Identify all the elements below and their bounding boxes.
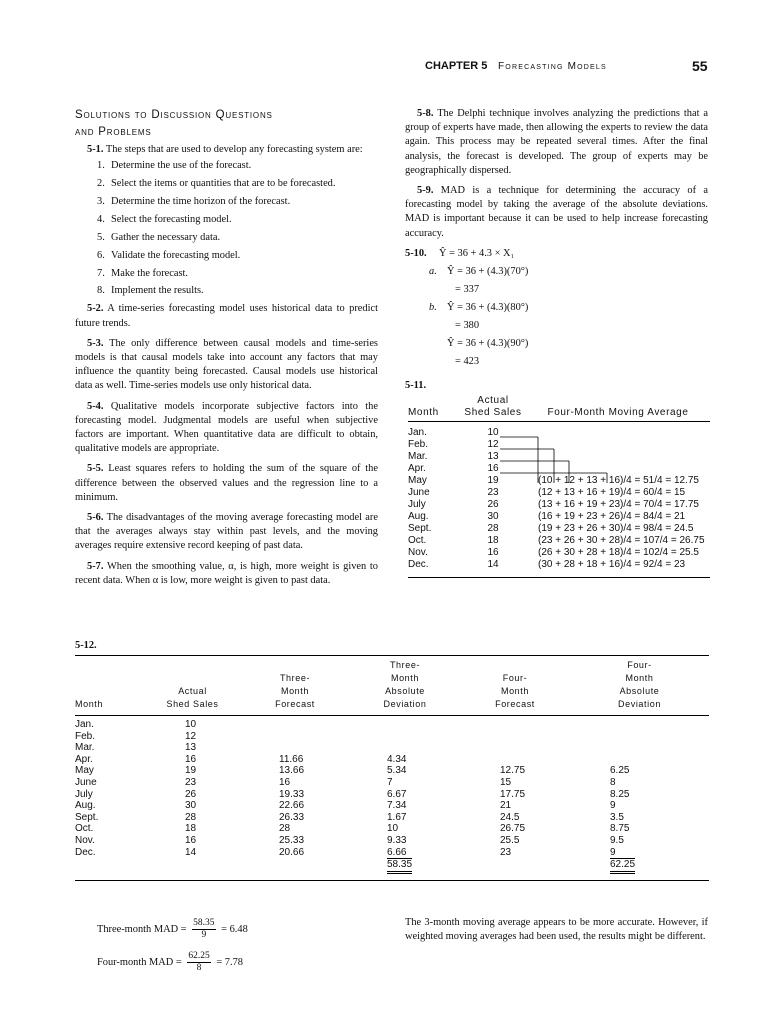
- fraction: $\frac{62.25}{8}$: [188, 951, 210, 973]
- list-item: 5. Gather the necessary data.: [97, 231, 221, 243]
- answer-number: 5-1.: [87, 144, 104, 155]
- three-month-deviation-cell: 5.34: [387, 765, 407, 777]
- month-cell: July: [75, 788, 93, 800]
- four-month-forecast-cell: 17.75: [500, 788, 526, 800]
- list-item: 2. Select the items or quantities that are to be forecasted.: [97, 178, 336, 190]
- list-item: 6. Validate the forecasting model.: [97, 249, 241, 261]
- table-row: [408, 535, 710, 547]
- answer-number: 5-9.: [417, 185, 434, 197]
- answer-number: 5-2.: [87, 303, 104, 315]
- month-cell: May: [75, 765, 94, 777]
- four-month-deviation-cell: 6.25: [610, 765, 630, 777]
- month-cell: Oct.: [408, 535, 427, 546]
- month-cell: June: [408, 487, 430, 498]
- moving-average-cell: [526, 463, 710, 475]
- month-cell: Aug.: [408, 511, 429, 522]
- sales-cell: 28: [185, 811, 197, 823]
- table-row: [75, 731, 709, 743]
- table-row: [408, 559, 710, 578]
- answer-text: A time-series forecasting model uses historical data to predict future trends.: [75, 303, 378, 329]
- month-cell: Nov.: [75, 834, 95, 846]
- four-month-forecast-cell: 21: [500, 800, 512, 812]
- month-cell: Apr.: [408, 463, 426, 474]
- four-month-forecast-cell: 23: [500, 846, 512, 858]
- answer-number: 5-8.: [417, 108, 434, 119]
- section-heading-line1: Solutions to Discussion Questions: [75, 109, 273, 121]
- answer-5-6: [75, 511, 378, 554]
- sales-cell: 14: [185, 846, 197, 858]
- three-month-forecast-cell: 13.66: [279, 765, 305, 777]
- col-header-moving-average: Four-Month Moving Average: [526, 407, 710, 422]
- month-cell: Oct.: [75, 823, 94, 835]
- col-header-month: Month: [408, 407, 460, 422]
- header-d4-line3: Absolute: [619, 686, 660, 696]
- header-f4-line2: Month: [500, 686, 529, 696]
- header-d3-line4: Deviation: [350, 698, 460, 716]
- month-cell: Sept.: [408, 523, 432, 534]
- total-three-month-deviation: 58.35: [387, 858, 412, 874]
- answer-text: MAD is a technique for determining the accuracy of a forecasting model by taking the average of the absolute deviations. MAD is important because it can be used to help increase forecasting accuracy.: [405, 185, 708, 239]
- answer-text: The steps that are used to develop any forecasting system are:: [105, 144, 363, 155]
- three-month-forecast-cell: 19.33: [279, 788, 305, 800]
- three-month-deviation-cell: [350, 731, 460, 743]
- chapter-title: Forecasting Models: [498, 61, 607, 72]
- four-month-deviation-cell: 9: [610, 846, 616, 858]
- three-month-deviation-cell: 6.66: [387, 846, 407, 858]
- sales-cell: 12: [487, 439, 499, 450]
- header-actual-line1: Actual: [178, 686, 207, 696]
- list-item: 8. Implement the results.: [97, 285, 204, 297]
- header-d4-line2: Month: [625, 673, 654, 683]
- three-month-forecast-cell: 25.33: [279, 834, 305, 846]
- header-f3-line2: Month: [280, 686, 309, 696]
- month-cell: Apr.: [75, 753, 93, 765]
- table-row: [408, 475, 710, 487]
- answer-text: The disadvantages of the moving average forecasting model are that the averages always stay within past levels, and the moving averages require extensive record keeping of past data.: [75, 511, 378, 552]
- month-cell: Dec.: [408, 559, 460, 578]
- month-cell: May: [408, 475, 427, 486]
- sales-cell: 23: [185, 776, 197, 788]
- table-row: [408, 463, 710, 475]
- sales-cell: 16: [487, 547, 499, 558]
- header-d4-line4: Deviation: [570, 698, 709, 716]
- answer-number: 5-6.: [87, 511, 104, 523]
- month-cell: June: [75, 776, 97, 788]
- table-row: [408, 511, 710, 523]
- table-row: [408, 451, 710, 463]
- sales-cell: 10: [185, 719, 197, 730]
- table-row: [75, 777, 709, 789]
- answer-text: The only difference between causal models and time-series models is that causal models take into account any factors that may influence the quantity being forecasted. Causal models use historical data as well. Time-series models use only historical data.: [75, 337, 378, 392]
- header-f3-line3: Forecast: [240, 698, 350, 716]
- four-month-forecast-cell: 25.5: [500, 834, 520, 846]
- four-month-deviation-cell: 8: [610, 776, 616, 788]
- three-month-forecast-cell: 26.33: [279, 811, 305, 823]
- sales-cell: 30: [185, 800, 197, 812]
- four-month-deviation-cell: [570, 742, 709, 754]
- three-month-forecast-cell: 28: [279, 823, 291, 835]
- left-column: [75, 107, 378, 594]
- answer-text: When the smoothing value, α, is high, more weight is given to recent data. When α is low, more weight is given to past data.: [75, 560, 378, 586]
- label-5-11: 5-11.: [405, 379, 427, 391]
- answer-5-5: [75, 462, 378, 505]
- three-month-deviation-cell: [350, 716, 460, 731]
- month-cell: Feb.: [75, 730, 96, 742]
- moving-average-cell: (30 + 28 + 18 + 16)/4 = 92/4 = 23: [526, 559, 710, 578]
- sales-cell: 18: [487, 535, 499, 546]
- header-month: Month: [75, 698, 145, 716]
- month-cell: Feb.: [408, 439, 429, 450]
- list-item: 4. Select the forecasting model.: [97, 213, 232, 225]
- equation-b: b. Ŷ = 36 + (4.3)(80°): [429, 301, 529, 313]
- page-number: 55: [692, 58, 708, 74]
- equation-5-10: [405, 247, 708, 265]
- header-actual-line2: Shed Sales: [145, 698, 240, 716]
- sales-cell: 19: [185, 765, 197, 777]
- month-cell: Mar.: [75, 742, 95, 754]
- equation-a-result: = 337: [455, 283, 480, 295]
- three-month-forecast-cell: 16: [279, 776, 291, 788]
- three-month-deviation-cell: 9.33: [387, 834, 407, 846]
- equation-c: Ŷ = 36 + (4.3)(90°): [447, 337, 529, 349]
- equation-c-result: = 423: [455, 355, 480, 367]
- col-header-actual: Actual: [477, 395, 509, 406]
- label-5-12: 5-12.: [75, 640, 97, 651]
- list-item: 7. Make the forecast.: [97, 267, 189, 279]
- three-month-forecast-cell: 20.66: [279, 846, 305, 858]
- answer-5-2: [75, 302, 378, 330]
- four-month-deviation-cell: 8.25: [610, 788, 630, 800]
- col-header-shed-sales: Shed Sales: [460, 407, 526, 422]
- table-row: [408, 422, 710, 440]
- moving-average-cell: (26 + 30 + 28 + 18)/4 = 102/4 = 25.5: [538, 547, 699, 558]
- regression-equation: Ŷ = 36 + 4.3 × X₁: [439, 247, 515, 259]
- sales-cell: 18: [185, 823, 197, 835]
- answer-number: 5-10.: [405, 247, 427, 259]
- forecast-comparison-table: [75, 655, 709, 881]
- table-row: [75, 742, 709, 754]
- moving-average-cell: [526, 422, 710, 440]
- sales-cell: 19: [487, 475, 499, 486]
- answer-number: 5-5.: [87, 463, 104, 475]
- moving-average-cell: (10 + 12 + 13 + 16)/4 = 51/4 = 12.75: [538, 475, 699, 486]
- sales-cell: 13: [185, 742, 197, 754]
- table-row: [408, 499, 710, 511]
- moving-average-cell: [526, 451, 710, 463]
- sales-cell: 30: [487, 511, 499, 522]
- table-row: [408, 547, 710, 559]
- table-row: [75, 754, 709, 766]
- table-row: [408, 487, 710, 499]
- moving-average-cell: (16 + 19 + 23 + 26)/4 = 84/4 = 21: [538, 511, 686, 522]
- four-month-deviation-cell: 9: [610, 800, 616, 812]
- four-month-forecast-cell: [460, 754, 570, 766]
- answer-text: The Delphi technique involves analyzing the predictions that a group of experts have made, then allowing the experts to review the data again. This process may be repeated several times. After the final analysis, the forecast is developed. The group of experts may be geographically dispersed.: [405, 108, 708, 176]
- table-row: [75, 800, 709, 812]
- answer-text: Least squares refers to holding the sum of the square of the difference between the observed values and the regression line to a minimum.: [75, 463, 378, 503]
- answer-number: 5-7.: [87, 560, 104, 572]
- month-cell: Sept.: [75, 811, 99, 823]
- moving-average-cell: (13 + 16 + 19 + 23)/4 = 70/4 = 17.75: [538, 499, 699, 510]
- month-cell: July: [408, 499, 426, 510]
- sales-cell: 16: [185, 753, 197, 765]
- answer-5-9: [405, 184, 708, 241]
- month-cell: Aug.: [75, 800, 96, 812]
- three-month-deviation-cell: 10: [387, 823, 399, 835]
- equation-b-result: = 380: [455, 319, 480, 331]
- sales-cell: 16: [185, 834, 197, 846]
- month-cell: Nov.: [408, 547, 428, 558]
- steps-list: [75, 159, 378, 298]
- answer-5-7: [75, 560, 378, 588]
- three-month-deviation-cell: 7: [387, 776, 393, 788]
- three-month-deviation-cell: [350, 742, 460, 754]
- conclusion-text: The 3-month moving average appears to be more accurate. However, if weighted moving averages had been used, the results might be different.: [405, 917, 708, 943]
- header-d3-line1: Three-: [389, 660, 421, 670]
- sales-cell: 14: [460, 559, 526, 578]
- four-month-mad: Four-month MAD = $\frac{62.25}{8}$ = 7.78: [97, 951, 243, 973]
- three-month-deviation-cell: 7.34: [387, 800, 407, 812]
- section-heading-line2: and Problems: [75, 126, 152, 138]
- four-month-deviation-cell: 8.75: [610, 823, 630, 835]
- sales-cell: 26: [487, 499, 499, 510]
- answer-5-3: [75, 337, 378, 394]
- list-item: 1. Determine the use of the forecast.: [97, 160, 252, 172]
- header-f4-line3: Forecast: [460, 698, 570, 716]
- table-row: [408, 439, 710, 451]
- table-row: [75, 823, 709, 835]
- four-month-deviation-cell: [570, 716, 709, 731]
- table-row: [75, 716, 709, 731]
- chapter-label: CHAPTER 5: [425, 60, 488, 72]
- three-month-deviation-cell: 6.67: [387, 788, 407, 800]
- four-month-forecast-cell: 12.75: [500, 765, 526, 777]
- answer-5-4: [75, 400, 378, 457]
- sales-cell: 16: [487, 463, 499, 474]
- header-d3-line2: Month: [390, 673, 419, 683]
- moving-average-cell: (19 + 23 + 26 + 30)/4 = 98/4 = 24.5: [538, 523, 694, 534]
- table-row: [75, 812, 709, 824]
- table-row: [75, 789, 709, 801]
- four-month-deviation-cell: 9.5: [610, 834, 624, 846]
- three-month-mad: Three-month MAD = $\frac{58.35}{9}$ = 6.48: [97, 918, 248, 940]
- table-row: [75, 765, 709, 777]
- total-four-month-deviation: 62.25: [610, 858, 635, 874]
- moving-average-cell: (23 + 26 + 30 + 28)/4 = 107/4 = 26.75: [538, 535, 705, 546]
- sales-cell: 12: [185, 730, 197, 742]
- table-row: [408, 523, 710, 535]
- sales-cell: 26: [185, 788, 197, 800]
- month-cell: Jan.: [408, 427, 427, 438]
- four-month-forecast-cell: 24.5: [500, 811, 520, 823]
- answer-number: 5-4.: [87, 400, 104, 412]
- month-cell: Mar.: [408, 451, 428, 462]
- four-month-forecast-cell: [460, 731, 570, 743]
- answer-5-1: [75, 143, 378, 157]
- header-f4-line1: Four-: [502, 673, 528, 683]
- table-row: [75, 847, 709, 859]
- three-month-forecast-cell: [240, 716, 350, 731]
- answer-number: 5-3.: [87, 337, 104, 349]
- answer-5-8: [405, 107, 708, 178]
- sales-cell: 23: [487, 487, 499, 498]
- right-column: [405, 107, 708, 397]
- four-month-deviation-cell: 3.5: [610, 811, 624, 823]
- four-month-forecast-cell: 26.75: [500, 823, 526, 835]
- list-item: 3. Determine the time horizon of the forecast.: [97, 195, 291, 207]
- three-month-deviation-cell: 1.67: [387, 811, 407, 823]
- three-month-forecast-cell: [240, 731, 350, 743]
- moving-average-table: [408, 395, 710, 578]
- section-heading: [75, 107, 378, 141]
- header-d3-line3: Absolute: [385, 686, 425, 696]
- header-f3-line1: Three-: [279, 673, 311, 683]
- three-month-deviation-cell: 4.34: [387, 753, 407, 765]
- fraction: $\frac{58.35}{9}$: [193, 918, 215, 940]
- four-month-forecast-cell: [460, 742, 570, 754]
- answer-text: Qualitative models incorporate subjective factors into the forecasting model. Judgmental models are useful when subjective factors are important. When quantitative data are difficult to obtain, qualitative models are appropriate.: [75, 400, 378, 455]
- month-cell: Dec.: [75, 846, 96, 858]
- four-month-deviation-cell: [570, 754, 709, 766]
- month-cell: Jan.: [75, 719, 94, 730]
- sales-cell: 28: [487, 523, 499, 534]
- three-month-forecast-cell: [240, 742, 350, 754]
- sales-cell: 13: [487, 451, 499, 462]
- equation-a: a. Ŷ = 36 + (4.3)(70°): [429, 265, 529, 277]
- sales-cell: 10: [487, 427, 499, 438]
- three-month-forecast-cell: 22.66: [279, 800, 305, 812]
- moving-average-cell: (12 + 13 + 16 + 19)/4 = 60/4 = 15: [538, 487, 686, 498]
- four-month-forecast-cell: 15: [500, 776, 512, 788]
- three-month-forecast-cell: 11.66: [279, 753, 304, 765]
- moving-average-cell: [526, 439, 710, 451]
- table-row: [75, 835, 709, 847]
- four-month-forecast-cell: [460, 716, 570, 731]
- header-d4-line1: Four-: [627, 660, 652, 670]
- four-month-deviation-cell: [570, 731, 709, 743]
